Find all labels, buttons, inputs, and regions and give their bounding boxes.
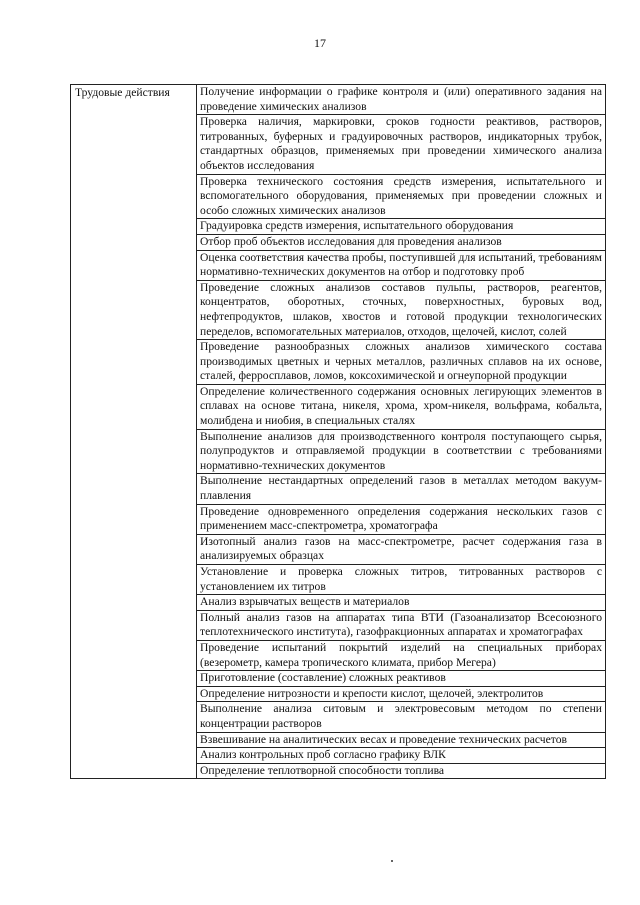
action-cell: Определение количественного содержания основных легирующих элементов в сплавах на основе титана, никеля, хрома, хром-никеля, вольфрама, кобальта, молибдена и ниобия, в специальных сталях	[197, 384, 606, 429]
action-cell: Проведение испытаний покрытий изделий на специальных приборах (везерометр, камера тропического климата, прибор Мегера)	[197, 640, 606, 670]
action-cell: Проверка наличия, маркировки, сроков годности реактивов, растворов, титрованных, буферных и градуировочных растворов, индикаторных трубок, стандартных образцов, применяемых при проведении химического анализа объектов исследования	[197, 115, 606, 174]
action-cell: Градуировка средств измерения, испытательного оборудования	[197, 219, 606, 235]
page-number: 17	[314, 36, 326, 50]
action-cell: Выполнение анализа ситовым и электровесовым методом по степени концентрации растворов	[197, 702, 606, 732]
action-cell: Полный анализ газов на аппаратах типа ВТИ (Газоанализатор Всесоюзного теплотехнического института), газофракционных аппаратах и хроматографах	[197, 610, 606, 640]
action-cell: Выполнение анализов для производственного контроля поступающего сырья, полупродуктов и отправляемой продукции в соответствии с требованиями нормативно-технических документов	[197, 429, 606, 474]
action-cell: Проверка технического состояния средств измерения, испытательного и вспомогательного оборудования, применяемых при проведении сложных и особо сложных химических анализов	[197, 174, 606, 219]
action-cell: Отбор проб объектов исследования для проведения анализов	[197, 234, 606, 250]
action-cell: Проведение сложных анализов составов пульпы, растворов, реагентов, концентратов, оборотных, сточных, поверхностных, буровых вод, нефтепродуктов, шлаков, хвостов и готовой продукции технологических переделов, вспомогательных материалов, отходов, щелочей, кислот, солей	[197, 280, 606, 339]
action-cell: Приготовление (составление) сложных реактивов	[197, 671, 606, 687]
action-cell: Изотопный анализ газов на масс-спектрометре, расчет содержания газа в анализируемых образцах	[197, 534, 606, 564]
category-label: Трудовые действия	[71, 85, 197, 779]
action-cell: Определение теплотворной способности топлива	[197, 763, 606, 779]
action-cell: Анализ взрывчатых веществ и материалов	[197, 595, 606, 611]
action-cell: Проведение разнообразных сложных анализов химического состава производимых цветных и черных металлов, различных сплавов на их основе, сталей, ферросплавов, ломов, коксохимической и огнеупорной продукции	[197, 340, 606, 385]
action-cell: Получение информации о графике контроля и (или) оперативного задания на проведение химических анализов	[197, 85, 606, 115]
action-cell: Установление и проверка сложных титров, титрованных растворов с установлением их титров	[197, 565, 606, 595]
table-row	[71, 85, 606, 115]
labor-actions-table	[70, 84, 606, 779]
action-cell: Определение нитрозности и крепости кислот, щелочей, электролитов	[197, 686, 606, 702]
action-cell: Проведение одновременного определения содержания нескольких газов с применением масс-спектрометра, хроматографа	[197, 504, 606, 534]
table-body	[71, 85, 606, 779]
scan-speck	[391, 860, 393, 862]
action-cell: Выполнение нестандартных определений газов в металлах методом вакуум-плавления	[197, 474, 606, 504]
action-cell: Взвешивание на аналитических весах и проведение технических расчетов	[197, 732, 606, 748]
action-cell: Анализ контрольных проб согласно графику ВЛК	[197, 748, 606, 764]
action-cell: Оценка соответствия качества пробы, поступившей для испытаний, требованиям нормативно-технических документов на отбор и подготовку проб	[197, 250, 606, 280]
